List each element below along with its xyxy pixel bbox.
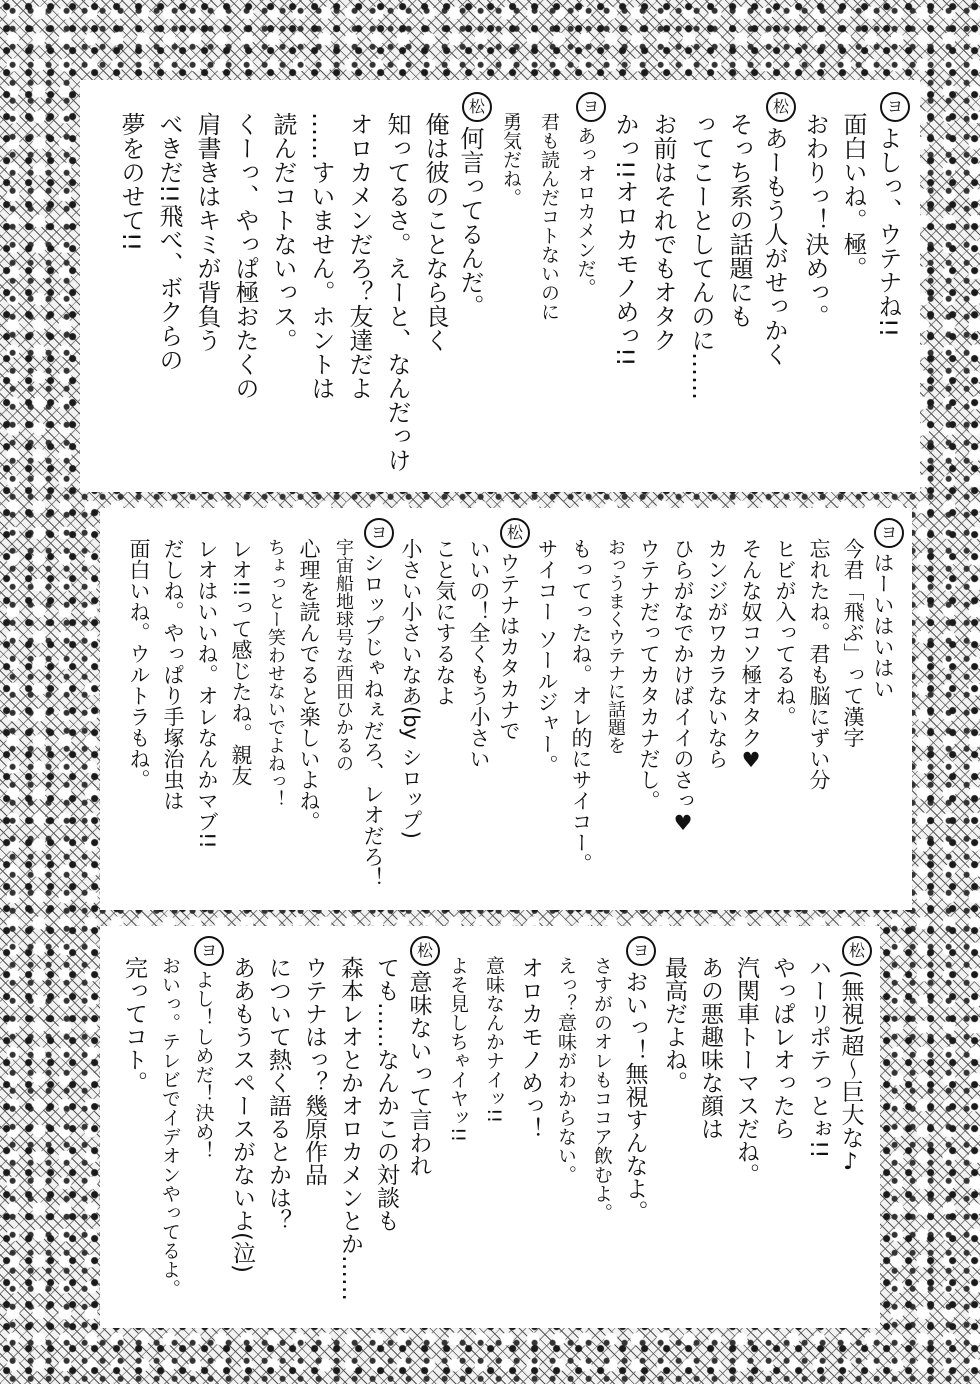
- dialogue-line: [122, 518, 156, 902]
- speaker-badge-yo: ヨ: [364, 518, 394, 548]
- dialogue-line: [720, 92, 758, 484]
- dialogue-text: 小さい小さいなあ(by シロップ): [399, 538, 423, 839]
- dialogue-line: [496, 518, 530, 902]
- dialogue-line: [666, 518, 700, 902]
- speaker-badge-yo: ヨ: [194, 936, 224, 966]
- dialogue-text: カンジがワカラないなら: [705, 538, 729, 769]
- dialogue-line: [620, 936, 656, 1320]
- dialogue-text: もってったね。オレ的にサイコー。: [569, 538, 593, 874]
- dialogue-line: [428, 518, 462, 902]
- dialogue-line: [394, 518, 428, 902]
- dialogue-line: [260, 936, 296, 1320]
- dialogue-line: [530, 518, 564, 902]
- dialogue-text: 面白いね。極。: [839, 112, 867, 280]
- dialogue-line: [360, 518, 394, 902]
- dialogue-text: (無視)超～巨大な♪: [837, 970, 864, 1175]
- dialogue-line: [656, 936, 692, 1320]
- dialogue-line: [768, 518, 802, 902]
- dialogue-text: ひらがなでかけばイイのさっ♥: [671, 538, 695, 835]
- dialogue-text: 意味ないって言われ: [405, 970, 432, 1177]
- dialogue-text: おわりっ！決めっ。: [801, 112, 829, 328]
- dialogue-text: そんな奴コソ極オタク♥: [739, 538, 763, 772]
- dialogue-text: シロップじゃねぇだろ、レオだろ！: [361, 552, 385, 888]
- dialogue-line: [764, 936, 800, 1320]
- dialogue-line: [326, 518, 360, 902]
- dialogue-panel-1: [80, 80, 920, 492]
- dialogue-line: [112, 92, 150, 484]
- dialogue-text: こと気にするなよ: [433, 538, 457, 706]
- dialogue-line: [632, 518, 666, 902]
- dialogue-text: ウテナはっ？幾原作品: [301, 956, 327, 1186]
- dialogue-line: [296, 936, 332, 1320]
- dialogue-text: 完ってコト。: [121, 956, 147, 1094]
- dialogue-line: [150, 92, 188, 484]
- dialogue-line: [836, 936, 872, 1320]
- dialogue-text: だしね。やっぱり手塚治虫は: [161, 538, 185, 811]
- dialogue-text: よしっ、ウテナね!!: [874, 126, 902, 338]
- dialogue-text: お前はそれでもオタク: [649, 112, 677, 352]
- dialogue-panel-2: [100, 508, 912, 910]
- dialogue-line: [302, 92, 340, 484]
- dialogue-text: オロカモノめっ！: [517, 956, 543, 1140]
- dialogue-line: [872, 92, 910, 484]
- dialogue-text: おいっ！無視すんなよ。: [621, 970, 648, 1223]
- dialogue-line: [188, 92, 226, 484]
- dialogue-line: [332, 936, 368, 1320]
- dialogue-line: [492, 92, 530, 484]
- dialogue-line: [378, 92, 416, 484]
- dialogue-text: 俺は彼のことなら良く: [421, 112, 449, 352]
- dialogue-text: よし！しめだ！決め！: [192, 970, 215, 1160]
- dialogue-line: [598, 518, 632, 902]
- dialogue-text: えっ？意味がわからない。: [555, 956, 577, 1184]
- dialogue-line: [568, 92, 606, 484]
- dialogue-text: 宇宙船地球号な西田ひかるの: [333, 538, 354, 772]
- dialogue-text: ……すいません。ホントは: [307, 112, 335, 400]
- dialogue-line: [156, 518, 190, 902]
- dialogue-line: [564, 518, 598, 902]
- dialogue-line: [606, 92, 644, 484]
- dialogue-text: 面白いね。ウルトラもね。: [127, 538, 151, 790]
- dialogue-text: 意味なんかナイッ!!: [483, 956, 505, 1124]
- dialogue-text: サイコー ソールジャー。: [535, 538, 559, 776]
- dialogue-line: [226, 92, 264, 484]
- dialogue-line: [462, 518, 496, 902]
- dialogue-line: [870, 518, 904, 902]
- dialogue-text: 忘れたね。君も脳にずい分: [807, 538, 831, 790]
- dialogue-line: [454, 92, 492, 484]
- dialogue-text: について熱く語るとかは？: [265, 956, 291, 1232]
- dialogue-line: [258, 518, 292, 902]
- dialogue-text: 肩書きはキミが背負う: [193, 112, 221, 352]
- speaker-badge-matsu: 松: [462, 92, 492, 122]
- dialogue-text: ウテナはカタカナで: [497, 552, 521, 741]
- dialogue-line: [548, 936, 584, 1320]
- dialogue-text: あっオロカメンだ。: [574, 126, 597, 297]
- dialogue-text: ちょっとー笑わせないでよねっ！: [265, 538, 286, 808]
- dialogue-text: 今君「飛ぶ」って漢字: [841, 538, 865, 748]
- dialogue-line: [682, 92, 720, 484]
- dialogue-line: [476, 936, 512, 1320]
- dialogue-line: [292, 518, 326, 902]
- dialogue-line: [700, 518, 734, 902]
- dialogue-line: [530, 92, 568, 484]
- dialogue-text: あーもう人がせっかく: [760, 126, 788, 366]
- dialogue-text: 勇気だね。: [500, 112, 522, 207]
- dialogue-text: そっち系の話題にも: [725, 112, 753, 328]
- dialogue-text: 森本レオとかオロカメンとか……: [337, 956, 363, 1301]
- dialogue-text: レオはいいね。オレなんかマブ!!: [195, 538, 219, 849]
- dialogue-line: [416, 92, 454, 484]
- dialogue-text: ハーリポテっとぉ!!: [805, 956, 831, 1159]
- dialogue-text: 何言ってるんだ。: [456, 126, 484, 318]
- dialogue-text: さすがのオレもココア飲むよ。: [591, 956, 613, 1222]
- dialogue-text: 最高だよね。: [661, 956, 687, 1094]
- dialogue-line: [224, 518, 258, 902]
- speaker-badge-matsu: 松: [766, 92, 796, 122]
- dialogue-text: 心理を読んでると楽しいよね。: [297, 538, 321, 832]
- dialogue-line: [188, 936, 224, 1320]
- dialogue-text: 知ってるさ。えーと、なんだっけ: [383, 112, 411, 472]
- speaker-badge-yo: ヨ: [576, 92, 606, 122]
- dialogue-line: [440, 936, 476, 1320]
- dialogue-line: [644, 92, 682, 484]
- dialogue-line: [368, 936, 404, 1320]
- dialogue-text: べきだ!!飛べ、ボクらの: [155, 112, 183, 372]
- dialogue-line: [796, 92, 834, 484]
- speaker-badge-yo: ヨ: [880, 92, 910, 122]
- dialogue-text: レオ!!って感じたね。親友: [229, 538, 253, 786]
- dialogue-text: くーっ、やっぱ極おたくの: [231, 112, 259, 400]
- dialogue-text: ても……なんかこの対談も: [373, 956, 399, 1232]
- dialogue-text: おっうまくウテナに話題を: [605, 538, 626, 754]
- dialogue-line: [800, 936, 836, 1320]
- dialogue-panel-3: [100, 926, 880, 1328]
- dialogue-line: [584, 936, 620, 1320]
- dialogue-text: やっぱレオったら: [769, 956, 795, 1140]
- dialogue-line: [836, 518, 870, 902]
- dialogue-line: [404, 936, 440, 1320]
- dialogue-line: [802, 518, 836, 902]
- dialogue-line: [152, 936, 188, 1320]
- dialogue-line: [224, 936, 260, 1320]
- dialogue-text: 汽関車トーマスだね。: [733, 956, 759, 1186]
- dialogue-line: [116, 936, 152, 1320]
- speaker-badge-yo: ヨ: [626, 936, 656, 966]
- dialogue-line: [264, 92, 302, 484]
- dialogue-text: おいっ。テレビでイデオンやってるよ。: [159, 956, 181, 1298]
- dialogue-line: [190, 518, 224, 902]
- dialogue-line: [340, 92, 378, 484]
- speaker-badge-matsu: 松: [410, 936, 440, 966]
- dialogue-line: [834, 92, 872, 484]
- speaker-badge-matsu: 松: [500, 518, 530, 548]
- dialogue-text: ああもうスペースがないよ(泣): [229, 956, 255, 1273]
- dialogue-line: [512, 936, 548, 1320]
- dialogue-text: オロカメンだろ？友達だよ: [345, 112, 373, 400]
- dialogue-text: 読んだコトないっス。: [269, 112, 297, 352]
- dialogue-text: はーいはいはい: [871, 552, 895, 699]
- speaker-badge-yo: ヨ: [874, 518, 904, 548]
- dialogue-text: ヒビが入ってるね。: [773, 538, 797, 727]
- dialogue-text: かっ!!オロカモノめっ!!: [611, 112, 639, 367]
- dialogue-text: 君も読んだコトないのに: [538, 112, 560, 321]
- dialogue-line: [758, 92, 796, 484]
- dialogue-text: よそ見しちゃイヤッ!!: [447, 956, 469, 1143]
- dialogue-line: [692, 936, 728, 1320]
- dialogue-text: ウテナだってカタカナだし。: [637, 538, 661, 811]
- dialogue-line: [734, 518, 768, 902]
- dialogue-line: [728, 936, 764, 1320]
- dialogue-text: いいの！全くもう小さい: [467, 538, 491, 769]
- dialogue-text: ってこーとしてんのに……: [687, 112, 715, 400]
- dialogue-text: あの悪趣味な顔は: [697, 956, 723, 1140]
- speaker-badge-matsu: 松: [842, 936, 872, 966]
- dialogue-text: 夢をのせて!!: [117, 112, 145, 252]
